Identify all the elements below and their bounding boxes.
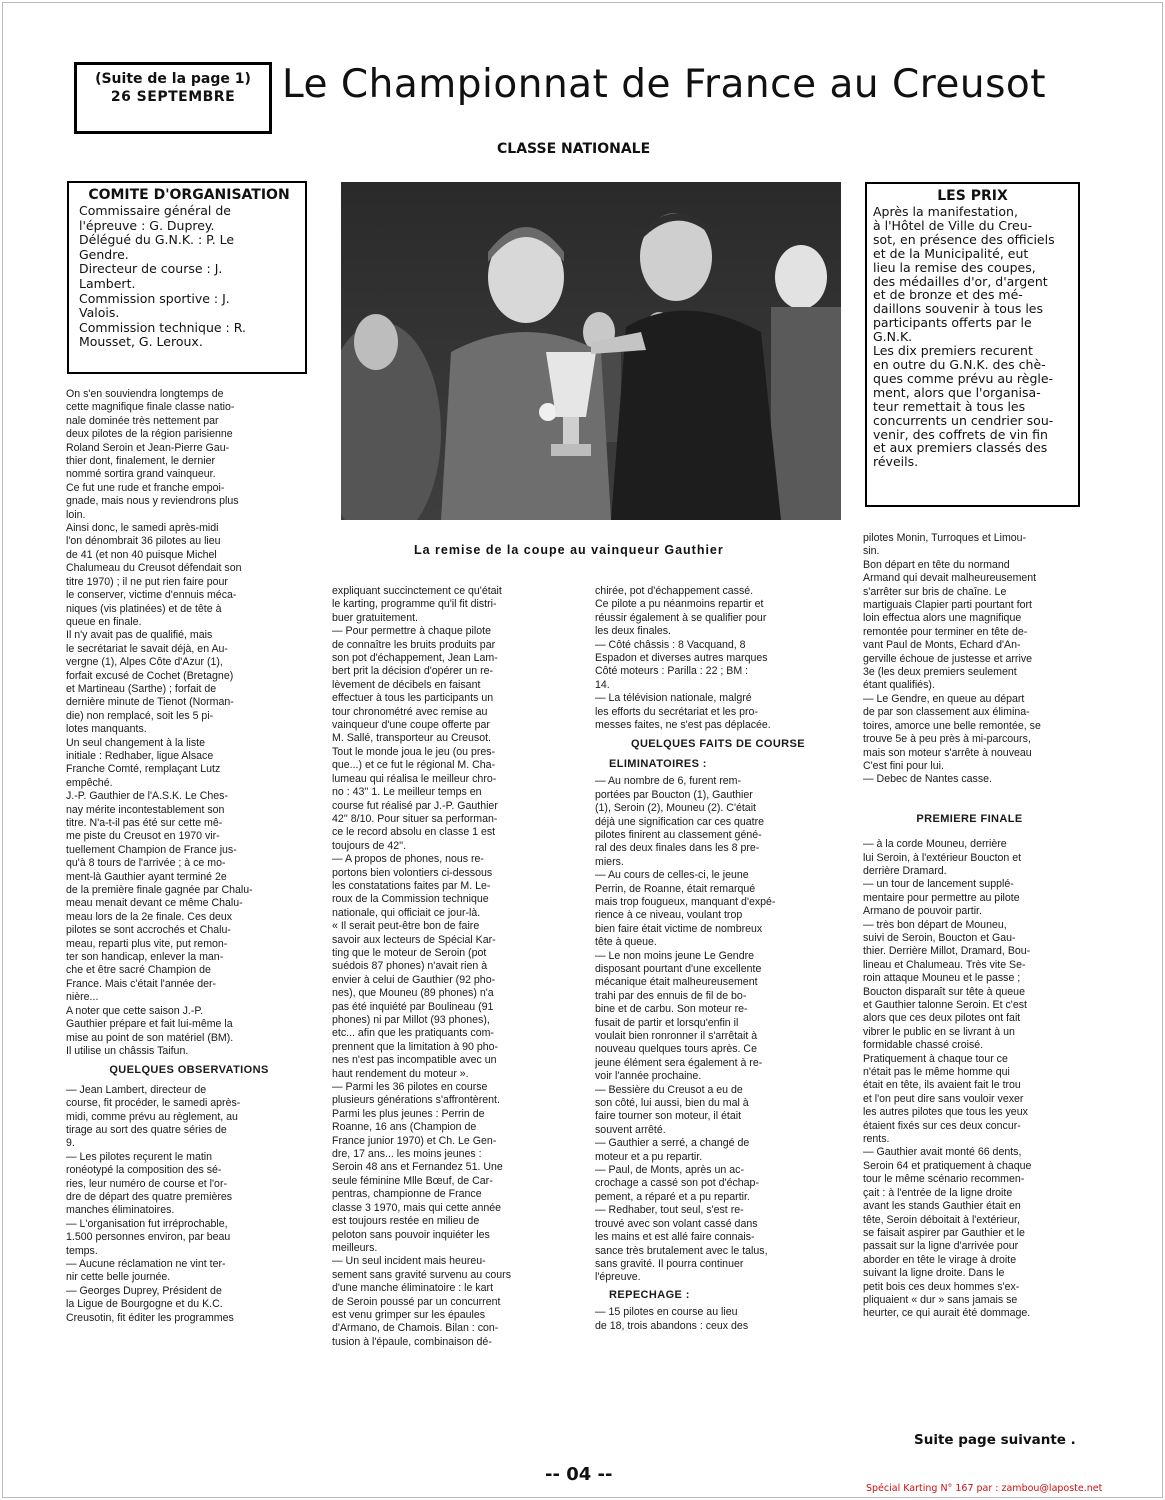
text-line: ter son handicap, enlever la man- (66, 951, 224, 964)
col4-finale (863, 838, 1076, 1321)
text-line: ries, leur numéro de course et l'or- (66, 1177, 227, 1190)
page-title: Le Championnat de France au Creusot (282, 62, 1047, 107)
text-line: lui Seroin, à l'extérieur Boucton et (863, 851, 1022, 864)
text-line: « Il serait peut-être bon de faire (332, 920, 480, 933)
text-line: mais trop fougueux, manquant d'expé- (595, 895, 776, 908)
text-line: Parmi les plus jeunes : Perrin de (332, 1107, 485, 1120)
photo-caption: La remise de la coupe au vainqueur Gauthier (414, 543, 724, 557)
text-line: portées par Boucton (1), Gauthier (595, 788, 753, 801)
text-line: avant les stands Gauthier était en (863, 1200, 1021, 1213)
text-line: plusieurs générations s'affrontèrent. (332, 1094, 500, 1107)
text-line: ment-là Gauthier ayant terminé 2e (66, 870, 227, 883)
text-line: meilleurs. (332, 1241, 378, 1254)
comite-lines (79, 204, 299, 350)
text-line: G.N.K. (873, 329, 913, 345)
text-line: bien faire était victime de nombreux (595, 922, 763, 935)
text-line: tour le même scénario recommen- (863, 1173, 1025, 1186)
text-line: sance très brutalement avec le talus, (595, 1244, 768, 1257)
text-line: concurrents un cendrier sou- (873, 412, 1054, 428)
text-line: — Bessière du Creusot a eu de (595, 1083, 743, 1096)
text-line: venir, des coffrets de vin fin (873, 426, 1048, 442)
observations-heading: QUELQUES OBSERVATIONS (109, 1064, 269, 1077)
text-line: d'une manche éliminatoire : le kart (332, 1282, 494, 1295)
repechage-heading: REPECHAGE : (609, 1288, 690, 1301)
text-line: peloton sans pouvoir inquiéter les (332, 1228, 490, 1241)
text-line: moteur et a pu repartir. (595, 1150, 703, 1163)
text-line: déjà une signification car ces quatre (595, 815, 765, 828)
text-line: ce le record absolu en classe 1 est (332, 826, 496, 839)
text-line: France junior 1970) et Ch. Le Gen- (332, 1134, 497, 1147)
text-line: — Au cours de celles-ci, le jeune (595, 869, 749, 882)
text-line: de la première finale gagnée par Chalu- (66, 884, 253, 897)
text-line: nationale, qui officiait ce jour-là. (332, 906, 481, 919)
text-line: titre. N'a-t-il pas été sur cette mê- (66, 817, 223, 829)
text-line: Commission technique : R. (79, 319, 246, 335)
text-line: mise au point de son matériel (BM). (66, 1031, 234, 1044)
text-line: de par son classement aux élimina- (863, 706, 1030, 719)
text-line: dre de départ des quatre premières (66, 1190, 233, 1203)
col3-eliminatoires (595, 775, 841, 1284)
text-line: lieu la remise des coupes, (873, 259, 1036, 275)
text-line: nommé sortira grand vainqueur. (66, 468, 216, 481)
text-line: des médailles d'or, d'argent (873, 273, 1048, 289)
text-line: et l'on peut dire sans vouloir vexer (863, 1092, 1024, 1105)
text-line: Roland Seroin et Jean-Pierre Gau- (66, 441, 230, 454)
text-line: M. Sallé, transporteur au Creusot. (332, 732, 491, 745)
text-line: l'on dénombrait 36 pilotes au lieu (66, 535, 221, 548)
text-line: suivant la ligne droite. Dans le (863, 1267, 1005, 1280)
text-line: qu'à 8 tours de l'arrivée ; à ce mo- (66, 857, 226, 870)
text-line: Seroin 48 ans et Fernandez 51. Une (332, 1161, 503, 1174)
text-line: ment, alors que l'organisa- (873, 384, 1041, 400)
text-line: — Aucune réclamation ne vint ter- (66, 1258, 226, 1270)
text-line: nale dominée très nettement par (66, 414, 219, 427)
text-line: nes), que Mouneu (89 phones) n'a (332, 987, 494, 1000)
text-line: lèvement de décibels en faisant (332, 678, 481, 691)
text-line: Gauthier prépare et fait lui-même la (66, 1018, 233, 1031)
text-line: pilotes finirent au classement géné- (595, 828, 762, 841)
text-line: n'était pas le même homme qui (863, 1066, 1010, 1079)
text-line: — 15 pilotes en course au lieu (595, 1306, 738, 1319)
text-line: titre 1970) ; il ne put rien faire pour (66, 575, 228, 588)
article-column-2 (332, 585, 578, 1349)
text-line: l'épreuve. (595, 1271, 641, 1284)
article-column-1 (66, 388, 312, 1325)
text-line: remontée pour terminer en tête de- (863, 625, 1028, 638)
text-line: Perrin, de Roanne, était remarqué (595, 882, 756, 895)
text-line: Armano de pouvoir partir. (863, 905, 982, 918)
col1-observations (66, 1084, 312, 1325)
text-line: dre, 17 ans... les moins jeunes : (332, 1148, 482, 1161)
text-line: buer gratuitement. (332, 611, 418, 624)
text-line: Chalumeau du Creusot défendait son (66, 562, 242, 575)
text-line: die) non remplacé, soit les 5 pi- (66, 709, 214, 722)
text-line: pilotes Monin, Turroques et Limou- (863, 532, 1027, 544)
text-line: crochage a cassé son pot d'échap- (595, 1177, 759, 1190)
text-line: tête, Seroin déboitait à l'extérieur, (863, 1213, 1020, 1226)
award-photo (341, 182, 841, 520)
text-line: — L'organisation fut irréprochable, (66, 1217, 228, 1230)
text-line: — Le Gendre, en queue au départ (863, 692, 1025, 705)
text-line: trahi par des ennuis de fil de bo- (595, 989, 747, 1002)
text-line: — La télévision nationale, malgré (595, 692, 752, 705)
text-line: trouve 5e à peu près à mi-parcours, (863, 733, 1031, 746)
text-line: était en tête, ils avaient fait le trou (863, 1079, 1021, 1092)
text-line: course, fit procéder, le samedi après- (66, 1097, 241, 1110)
text-line: Bon départ en tête du normand (863, 558, 1010, 571)
text-line: classe 3 1970, mais qui cette année (332, 1201, 502, 1214)
text-line: trouvé avec son volant cassé dans (595, 1217, 758, 1230)
text-line: haut rendement du moteur ». (332, 1067, 469, 1080)
article-column-4 (863, 532, 1076, 1321)
text-line: 9. (66, 1137, 75, 1150)
text-line: sans gravité. Il pourra continuer (595, 1257, 744, 1270)
text-line: Ainsi donc, le samedi après-midi (66, 522, 219, 535)
text-line: ral des deux finales dans les 8 pre- (595, 842, 760, 855)
text-line: roin attaque Mouneu et le passe ; (863, 972, 1021, 985)
text-line: — A propos de phones, nous re- (332, 853, 484, 866)
text-line: Creusotin, fit éditer les programmes (66, 1311, 234, 1324)
text-line: thier dont, finalement, le dernier (66, 455, 215, 468)
text-line: — à la corde Mouneu, derrière (863, 838, 1007, 851)
text-line: pas été inquiété par Boulineau (91 (332, 1000, 494, 1013)
text-line: tête à queue. (595, 936, 657, 949)
text-line: — Un seul incident mais heureu- (332, 1255, 486, 1268)
text-line: — Le non moins jeune Le Gendre (595, 949, 755, 962)
text-line: souvent arrêté. (595, 1123, 666, 1136)
text-line: temps. (66, 1244, 98, 1257)
text-line: meau menait devant ce même Chalu- (66, 897, 243, 910)
text-line: faire tourner son moteur, il était (595, 1110, 742, 1123)
text-line: — Au nombre de 6, furent rem- (595, 775, 742, 788)
text-line: s'arrêter sur bris de chaîne. Le (863, 585, 1007, 598)
text-line: On s'en souviendra longtemps de (66, 388, 224, 400)
text-line: son pot d'échappement, Jean Lam- (332, 652, 498, 665)
text-line: lumeau qui réalisa le meilleur chro- (332, 772, 497, 785)
section-label: CLASSE NATIONALE (497, 141, 651, 157)
text-line: et aux premiers classés des (873, 440, 1048, 456)
text-line: che et être sacré Champion de (66, 964, 211, 977)
text-line: jeune élément sera également à re- (595, 1056, 763, 1069)
text-line: rience à ce niveau, voulant trop (595, 909, 743, 922)
text-line: les deux finales. (595, 625, 671, 638)
text-line: ting que le moteur de Seroin (pot (332, 946, 487, 959)
text-line: aborder en tête le virage à droite (863, 1253, 1017, 1266)
text-line: Il utilise un châssis Taifun. (66, 1044, 189, 1057)
text-line: et Gauthier talonne Seroin. Et c'est (863, 999, 1027, 1011)
text-line: midi, comme prévu au règlement, au (66, 1110, 238, 1123)
text-line: sot, en présence des officiels (873, 231, 1055, 247)
text-line: teur remettait à tous les (873, 398, 1026, 414)
text-line: ronéotypé la composition des sé- (66, 1164, 222, 1177)
text-line: suédois 87 phones) n'avait rien à (332, 960, 488, 973)
text-line: sin. (863, 545, 880, 558)
text-line: bert prit la décision d'opérer un re- (332, 665, 494, 678)
col2-paragraphs (332, 585, 578, 1349)
text-line: Espadon et diverses autres marques (595, 652, 768, 665)
text-line: l'épreuve : G. Duprey. (79, 217, 215, 233)
text-line: initiale : Redhaber, ligue Alsace (66, 749, 214, 762)
text-line: de 41 (et non 40 puisque Michel (66, 548, 217, 561)
col3-paragraphs (595, 585, 841, 732)
text-line: portons bien volontiers ci-dessous (332, 866, 493, 879)
footer-credit: Spécial Karting N° 167 par : zambou@laposte.net (866, 1483, 1103, 1494)
text-line: course fut réalisé par J.-P. Gauthier (332, 799, 498, 812)
text-line: effectuer à tous les participants un (332, 692, 494, 705)
text-line: me piste du Creusot en 1970 vir- (66, 830, 220, 843)
text-line: le conserver, victime d'ennuis méca- (66, 589, 237, 602)
text-line: tour chronométré avec remise au (332, 705, 488, 718)
text-line: J.-P. Gauthier de l'A.S.K. Le Ches- (66, 790, 228, 803)
text-line: Un seul changement à la liste (66, 736, 205, 749)
text-line: se faisait aspirer par Gauthier et le (863, 1226, 1025, 1239)
text-line: lotes manquants. (66, 723, 147, 736)
text-line: étaient fixés sur ces deux concur- (863, 1119, 1021, 1132)
text-line: 3e (les deux premiers seulement (863, 666, 1017, 679)
text-line: participants offerts par le (873, 315, 1032, 331)
text-line: nière... (66, 991, 99, 1004)
text-line: Tout le monde joua le jeu (ou pres- (332, 745, 496, 758)
text-line: — Les pilotes reçurent le matin (66, 1150, 213, 1163)
col3-repechage (595, 1306, 841, 1333)
text-line: niques (vis platinées) et de tête à (66, 602, 222, 615)
text-line: gnade, mais nous y reviendrons plus (66, 495, 239, 508)
text-line: réussir également à se qualifier pour (595, 611, 767, 624)
text-line: tuellement Champion de France jus- (66, 843, 237, 856)
text-line: formidable chassé croisé. (863, 1039, 984, 1052)
text-line: — Paul, de Monts, après un ac- (595, 1164, 744, 1177)
text-line: est venu grimper sur les épaules (332, 1308, 486, 1321)
text-line: 42'' 8/10. Pour situer sa performan- (332, 812, 498, 825)
text-line: — Côté châssis : 8 Vacquand, 8 (595, 638, 746, 651)
text-line: Armand qui devait malheureusement (863, 572, 1037, 585)
text-line: rents. (863, 1133, 890, 1146)
text-line: à l'Hôtel de Ville du Creu- (873, 217, 1033, 233)
article-column-3 (595, 585, 841, 1333)
text-line: çait : à l'entrée de la ligne droite (863, 1186, 1013, 1199)
premiere-finale-heading: PREMIERE FINALE (916, 812, 1023, 825)
text-line: que...) et ce fut le régional M. Cha- (332, 759, 496, 772)
text-line: — Pour permettre à chaque pilote (332, 625, 491, 638)
text-line: Gendre. (79, 246, 129, 262)
text-line: et Martineau (Sarthe) ; forfait de (66, 682, 217, 695)
text-line: — Gauthier avait monté 66 dents, (863, 1146, 1022, 1159)
text-line: et de bronze et des mé- (873, 287, 1023, 303)
text-line: passait sur la ligne d'arrivée pour (863, 1240, 1019, 1253)
text-line: les efforts du secrétariat et les pro- (595, 705, 758, 718)
text-line: suivi de Seroin, Boucton et Gau- (863, 931, 1016, 944)
text-line: — Redhaber, tout seul, s'est re- (595, 1204, 744, 1217)
text-line: Franche Comté, remplaçant Lutz (66, 763, 221, 776)
text-line: Valois. (79, 305, 120, 321)
text-line: expliquant succinctement ce qu'était (332, 585, 502, 597)
text-line: nir cette belle journée. (66, 1271, 171, 1284)
text-line: est toujours restée en milieu de (332, 1215, 480, 1228)
text-line: empêché. (66, 776, 113, 789)
comite-box (67, 181, 307, 374)
text-line: envier à celui de Gauthier (92 pho- (332, 973, 496, 986)
text-line: — Gauthier a serré, a changé de (595, 1137, 750, 1150)
text-line: mais son moteur s'arrête à nouveau (863, 746, 1032, 759)
text-line: le karting, programme qu'il fit distri- (332, 598, 497, 611)
text-line: toires, amorce une belle remontée, se (863, 719, 1041, 732)
text-line: alors que ces deux pilotes ont fait (863, 1012, 1021, 1025)
text-line: d'Armano, de Chamois. Bilan : con- (332, 1322, 499, 1335)
text-line: — Jean Lambert, directeur de (66, 1083, 207, 1096)
text-line: mécanique était malheureusement (595, 976, 758, 989)
text-line: réveils. (873, 454, 919, 470)
text-line: roux de la Commission technique (332, 893, 489, 906)
text-line: les autres pilotes que tous les yeux (863, 1106, 1028, 1119)
text-line: tusion à l'épaule, combinaison dé- (332, 1335, 492, 1348)
text-line: (1), Seroin (2), Mouneu (2). C'était (595, 802, 756, 815)
photo-illustration (341, 182, 841, 520)
faits-heading: QUELQUES FAITS DE COURSE (630, 738, 805, 751)
text-line: loin. (66, 508, 86, 521)
text-line: en outre du G.N.K. des chè- (873, 356, 1046, 372)
text-line: A noter que cette saison J.-P. (66, 1004, 204, 1017)
text-line: pilotes se sont accrochés et Chalu- (66, 924, 231, 937)
text-line: etc... afin que les pratiquants com- (332, 1027, 494, 1040)
text-line: Directeur de course : J. (79, 261, 223, 277)
text-line: loin effectua alors une magnifique (863, 612, 1022, 625)
prix-lines (873, 205, 1072, 469)
text-line: bine et de carbu. Son moteur re- (595, 1003, 748, 1016)
text-line: Il n'y avait pas de qualifié, mais (66, 629, 213, 642)
text-line: et de la Municipalité, eut (873, 245, 1029, 261)
text-line: petit bois ces deux hommes s'ex- (863, 1280, 1020, 1293)
col4-paragraphs (863, 532, 1076, 787)
text-line: son côté, lui aussi, bien du mal à (595, 1097, 749, 1110)
text-line: martiguais Clapier parti pourtant fort (863, 599, 1032, 612)
text-line: gerville échoue de justesse et arrive (863, 652, 1033, 665)
suite-line-1: (Suite de la page 1) (95, 71, 251, 87)
text-line: pentras, championne de France (332, 1188, 482, 1201)
text-line: — Georges Duprey, Président de (66, 1284, 222, 1297)
text-line: tirage au sort des quatre séries de (66, 1123, 227, 1136)
prix-box (865, 182, 1080, 507)
text-line: étant qualifiés). (863, 679, 935, 692)
text-line: disposant pourtant d'une excellente (595, 962, 762, 975)
suite-line-2: 26 SEPTEMBRE (110, 89, 236, 105)
text-line: C'est fini pour lui. (863, 759, 944, 772)
comite-heading: COMITE D'ORGANISATION (88, 187, 290, 203)
text-line: France. Mais c'était l'année der- (66, 977, 217, 990)
text-line: le secrétariat le savait déjà, en Au- (66, 642, 228, 655)
text-line: voir l'année prochaine. (595, 1070, 702, 1083)
text-line: prennent que la limitation à 90 pho- (332, 1040, 499, 1053)
text-line: les mains et est allé faire connais- (595, 1231, 755, 1244)
text-line: meau lors de la 2e finale. Ces deux (66, 910, 233, 923)
text-line: 14. (595, 678, 610, 691)
text-line: Mousset, G. Leroux. (79, 334, 203, 350)
text-line: Lambert. (79, 275, 136, 291)
text-line: no : 43'' 1. Le meilleur temps en (332, 786, 482, 799)
text-line: nay mérite incontestablement son (66, 803, 225, 816)
text-line: — très bon départ de Mouneu, (863, 918, 1007, 931)
text-line: dernière minute de Tienot (Norman- (66, 696, 234, 709)
text-line: Après la manifestation, (873, 204, 1018, 219)
text-line: — un tour de lancement supplé- (863, 878, 1014, 891)
text-line: Commission sportive : J. (79, 290, 230, 306)
text-line: 1.500 personnes environ, par beau (66, 1231, 231, 1244)
text-line: nouveau quelques tours après. Ce (595, 1043, 757, 1056)
page-number: -- 04 -- (545, 1464, 613, 1485)
text-line: — Parmi les 36 pilotes en course (332, 1081, 488, 1094)
text-line: daillons souvenir à tous les (873, 301, 1044, 317)
text-line: chirée, pot d'échappement cassé. (595, 585, 754, 597)
text-line: — Debec de Nantes casse. (863, 773, 992, 786)
suite-page-suivante: Suite page suivante . (914, 1432, 1076, 1448)
text-line: messes faites, ne s'est pas déplacée. (595, 719, 771, 732)
text-line: queue en finale. (66, 615, 142, 628)
prix-heading: LES PRIX (937, 188, 1008, 204)
text-line: Commissaire général de (79, 203, 231, 218)
text-line: les constatations faites par M. Le- (332, 879, 491, 892)
text-line: forfait excusé de Cochet (Bretagne) (66, 669, 234, 682)
text-line: vergne (1), Alpes Côte d'Azur (1), (66, 656, 223, 669)
text-line: nes n'est pas incompatible avec un (332, 1054, 497, 1067)
text-line: Délégué du G.N.K. : P. Le (79, 232, 235, 248)
text-line: cette magnifique finale classe natio- (66, 401, 235, 414)
eliminatoires-heading: ELIMINATOIRES : (609, 757, 707, 770)
text-line: Les dix premiers recurent (873, 343, 1033, 359)
text-line: manches éliminatoires. (66, 1204, 175, 1217)
text-line: vant Paul de Monts, Echard d'An- (863, 639, 1021, 652)
text-line: Roanne, 16 ans (Champion de (332, 1121, 477, 1134)
text-line: de connaître les bruits produits par (332, 638, 496, 651)
text-line: Pratiquement à chaque tour ce (863, 1052, 1008, 1065)
text-line: phones) ni par Millot (93 phones), (332, 1014, 490, 1026)
text-line: miers. (595, 855, 624, 868)
text-line: meau, reparti plus vite, put remon- (66, 937, 228, 950)
text-line: seule féminine Mlle Bœuf, de Car- (332, 1174, 493, 1187)
suite-box (74, 62, 272, 134)
text-line: mentaire pour permettre au pilote (863, 891, 1020, 904)
text-line: sement sans gravité survenu au cours (332, 1268, 512, 1281)
text-line: Seroin 64 et pratiquement à chaque (863, 1159, 1032, 1172)
text-line: la Ligue de Bourgogne et du K.C. (66, 1298, 223, 1311)
text-line: toujours de 42''. (332, 839, 407, 852)
text-line: de Seroin poussé par un concurrent (332, 1295, 501, 1308)
text-line: Ce pilote a pu néanmoins repartir et (595, 598, 764, 611)
text-line: heurter, ce qui aurait été dommage. (863, 1307, 1031, 1320)
text-line: voulait bien ronronner il s'arrêtait à (595, 1030, 758, 1042)
text-line: Ce fut une rude et franche empoi- (66, 481, 225, 494)
text-line: Boucton disparaît sur tête à queue (863, 985, 1025, 998)
text-line: Côté moteurs : Parilla : 22 ; BM : (595, 665, 749, 678)
text-line: de 18, trois abandons : ceux des (595, 1319, 749, 1332)
text-line: lineau et Chalumeau. Très vite Se- (863, 958, 1026, 971)
text-line: savoir aux lecteurs de Spécial Kar- (332, 933, 496, 946)
text-line: fusait de partir et lorsqu'enfin il (595, 1016, 739, 1029)
text-line: vibrer le public en se livrant à un (863, 1025, 1015, 1038)
text-line: thier. Derrière Millot, Dramard, Bou- (863, 945, 1031, 958)
text-line: vainqueur d'une coupe offerte par (332, 719, 490, 732)
text-line: ques comme prévu au règle- (873, 370, 1054, 386)
text-line: pliquaient « dur » sans jamais se (863, 1293, 1018, 1306)
text-line: deux pilotes de la région parisienne (66, 428, 233, 441)
text-line: derrière Dramard. (863, 864, 947, 877)
col1-paragraphs (66, 388, 312, 1058)
text-line: pement, a réparé et a pu repartir. (595, 1190, 750, 1203)
